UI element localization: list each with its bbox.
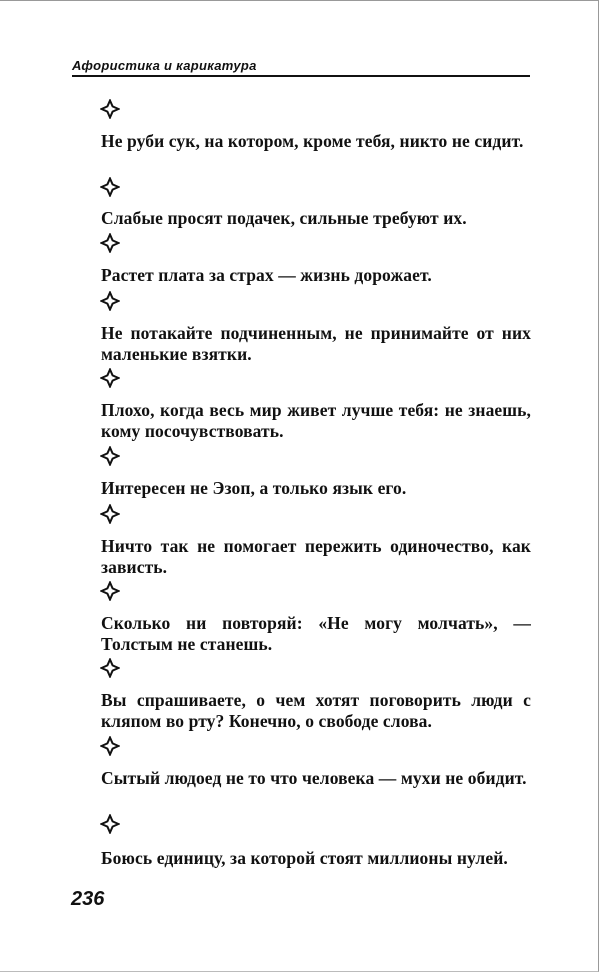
aphorism-text: Боюсь единицу, за которой стоят миллионы нулей. (101, 848, 508, 868)
running-header: Афористика и карикатура (72, 58, 257, 73)
aphorism-text: Не руби сук, на котором, кроме тебя, никто не сидит. (101, 131, 524, 151)
aphorism-text: Не потакайте подчиненным, не принимайте от них маленькие взятки. (101, 323, 531, 364)
four-point-star-icon (100, 504, 120, 524)
aphorism-text: Слабые просят подачек, сильные требуют их. (101, 208, 467, 228)
four-point-star-icon (100, 446, 120, 466)
four-point-star-icon (100, 736, 120, 756)
aphorism-text: Вы спрашиваете, о чем хотят поговорить люди с кляпом во рту? Конечно, о свободе слова. (101, 690, 531, 731)
four-point-star-icon (100, 99, 120, 119)
aphorism-text: Ничто так не помогает пережить одиночество, как зависть. (101, 536, 531, 577)
aphorism-text: Интересен не Эзоп, а только язык его. (101, 478, 407, 498)
page-number: 236 (71, 888, 105, 910)
four-point-star-icon (100, 233, 120, 253)
aphorism-text: Сытый людоед не то что человека — мухи не обидит. (101, 768, 527, 788)
four-point-star-icon (100, 581, 120, 601)
four-point-star-icon (100, 177, 120, 197)
four-point-star-icon (100, 658, 120, 678)
four-point-star-icon (100, 291, 120, 311)
four-point-star-icon (100, 814, 120, 834)
aphorism-text: Растет плата за страх — жизнь дорожает. (101, 265, 432, 285)
aphorism-text: Плохо, когда весь мир живет лучше тебя: не знаешь, кому посочувствовать. (101, 400, 531, 441)
aphorism-text: Сколько ни повторяй: «Не могу молчать», — Толстым не станешь. (101, 613, 531, 654)
four-point-star-icon (100, 368, 120, 388)
